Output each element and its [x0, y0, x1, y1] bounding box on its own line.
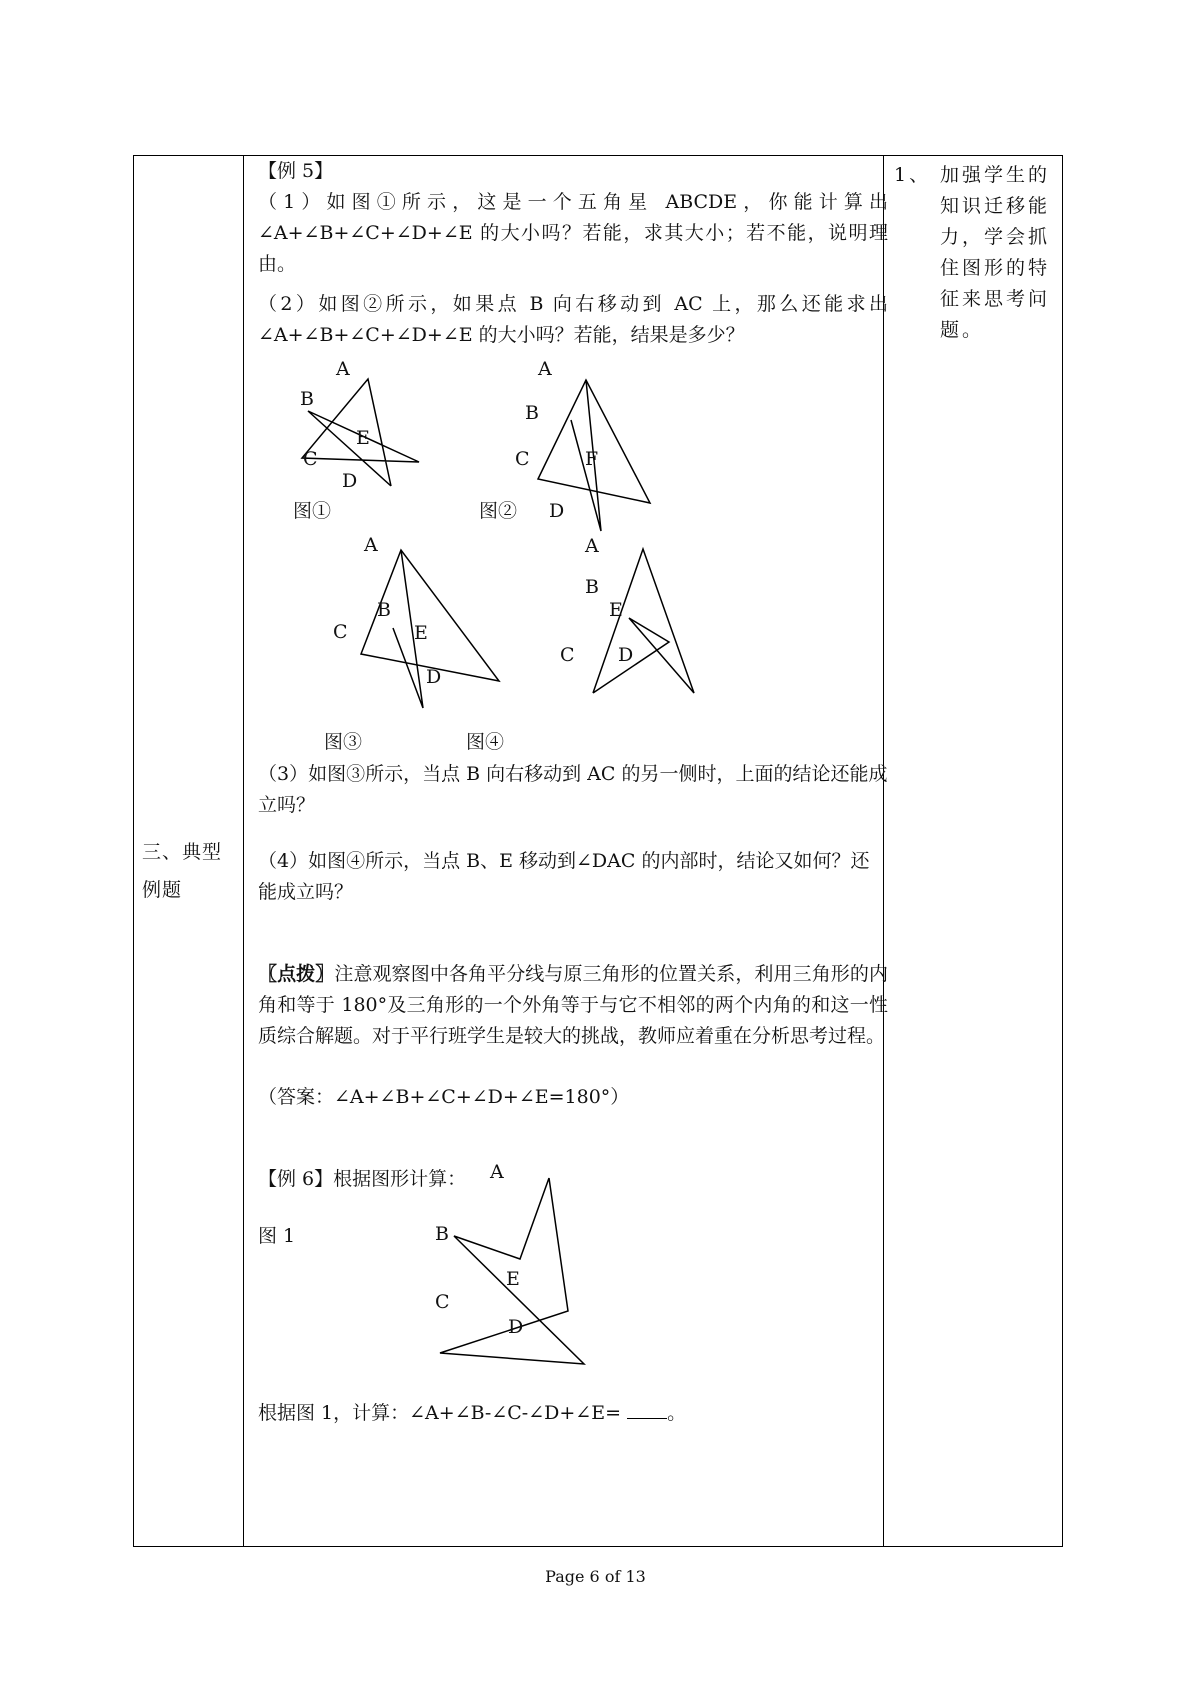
- section-cell: [134, 156, 244, 1547]
- fig4-label-C: C: [560, 644, 575, 666]
- fig2-label-D: D: [549, 500, 565, 522]
- lesson-table: [133, 155, 1063, 1547]
- objective-number: 1、: [894, 164, 932, 186]
- example6-heading: 【例 6】根据图形计算：: [258, 1168, 467, 1190]
- fig3-label-E: E: [414, 622, 428, 644]
- ex6-question-prefix: 根据图 1，计算：∠A+∠B-∠C-∠D+∠E=: [258, 1402, 622, 1424]
- fig1-label-C: C: [303, 448, 318, 470]
- fig3-label-A: A: [364, 534, 378, 556]
- hint-text: 注意观察图中各角平分线与原三角形的位置关系，利用三角形的内角和等于 180°及三角形的一个外角等于与它不相邻的两个内角的和这一性质综合解题。对于平行班学生是较大的挑战，教师应着重在分析思考过程。: [258, 963, 888, 1047]
- fig1-label-A: A: [336, 358, 350, 380]
- fig2-label-F: F: [585, 448, 599, 470]
- fig1-label-B: B: [300, 388, 314, 410]
- example5-heading: 【例 5】: [258, 160, 334, 182]
- fig2-caption: 图②: [479, 500, 518, 522]
- fig4-label-E: E: [609, 599, 623, 621]
- page-footer: Page 6 of 13: [545, 1567, 646, 1586]
- fig4-caption: 图④: [466, 731, 505, 753]
- fig1-label-E: E: [356, 427, 370, 449]
- example5-q1: （1）如图①所示，这是一个五角星 ABCDE，你能计算出∠A+∠B+∠C+∠D+∠E 的大小吗？若能，求其大小；若不能，说明理由。: [258, 191, 888, 275]
- fig4-label-D: D: [618, 644, 634, 666]
- objective-body: 加强学生的知识迁移能力，学会抓住图形的特征来思考问题。: [940, 164, 1051, 341]
- example5-q4: （4）如图④所示，当点 B、E 移动到∠DAC 的内部时，结论又如何？还能成立吗？: [258, 850, 870, 903]
- content-cell: [244, 156, 888, 1547]
- main-content: [244, 156, 888, 1546]
- objective-cell: [884, 156, 1063, 1547]
- objective-text: [884, 156, 1062, 346]
- example5-q2: （2）如图②所示，如果点 B 向右移动到 AC 上，那么还能求出∠A+∠B+∠C+∠D+∠E 的大小吗？若能，结果是多少？: [258, 293, 888, 346]
- example6-figure: [244, 156, 874, 1456]
- answer-blank[interactable]: [627, 1402, 667, 1419]
- example6-question: [258, 1398, 888, 1429]
- fig2-label-A: A: [538, 358, 552, 380]
- fig3-label-D: D: [426, 666, 442, 688]
- fig3-label-C: C: [333, 621, 348, 643]
- fig4-label-B: B: [585, 576, 599, 598]
- ex6-label-C: C: [435, 1291, 450, 1313]
- example6-fig-caption: 图 1: [258, 1225, 296, 1247]
- fig1-caption: 图①: [293, 500, 332, 522]
- ex6-label-E: E: [506, 1268, 520, 1290]
- fig2-label-C: C: [515, 448, 530, 470]
- example5-q3: （3）如图③所示，当点 B 向右移动到 AC 的另一侧时，上面的结论还能成立吗？: [258, 763, 888, 816]
- fig2-label-B: B: [525, 402, 539, 424]
- section-title: 三、典型例题: [142, 841, 223, 901]
- ex6-question-suffix: 。: [667, 1402, 687, 1424]
- fig3-caption: 图③: [324, 731, 363, 753]
- fig3-label-B: B: [377, 599, 391, 621]
- example5-answer: （答案：∠A+∠B+∠C+∠D+∠E=180°）: [258, 1086, 630, 1108]
- ex6-label-A: A: [490, 1161, 504, 1183]
- fig1-label-D: D: [342, 470, 358, 492]
- ex6-label-B: B: [435, 1223, 449, 1245]
- fig4-label-A: A: [585, 535, 599, 557]
- ex6-label-D: D: [508, 1316, 524, 1338]
- hint-label: 〖点拨〗: [258, 963, 335, 985]
